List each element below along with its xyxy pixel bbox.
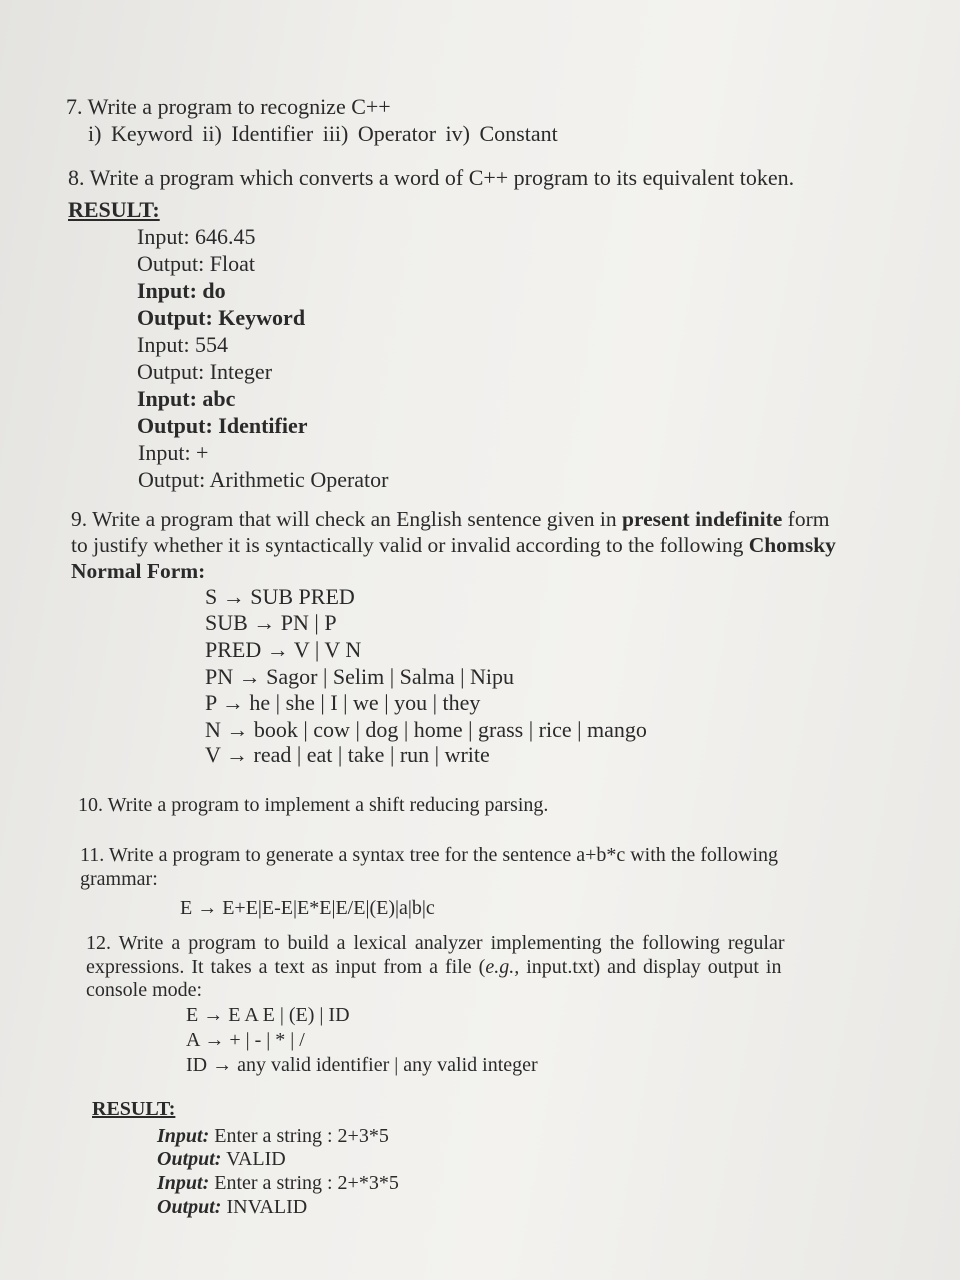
q8-example-output: Output: Integer [137, 359, 273, 384]
q7-title: 7. Write a program to recognize C++ [66, 94, 391, 119]
q10-title: 10. Write a program to implement a shift reducing parsing. [78, 794, 549, 816]
q8-example-input: Input: abc [137, 386, 236, 411]
q8-example-input: Input: 554 [137, 332, 229, 357]
q9-text: to justify whether it is syntactically valid or invalid according to the following [71, 533, 749, 557]
q9-text: form [782, 507, 830, 531]
q9-line-1 [71, 506, 829, 532]
q12-line-1: 12. Write a program to build a lexical analyzer implementing the following regular [86, 932, 785, 954]
q12-result-row [157, 1146, 286, 1172]
q12-grammar-rule: ID → any valid identifier | any valid integer [186, 1054, 538, 1076]
q8-example-output: Output: Identifier [137, 413, 308, 438]
q9-grammar-rule: V → read | eat | take | run | write [205, 742, 490, 767]
q9-grammar-rule: PN → Sagor | Selim | Salma | Nipu [205, 664, 514, 689]
q12-grammar-rule: A → + | - | * | / [186, 1029, 305, 1051]
q8-example-output: Output: Float [137, 251, 255, 276]
q12-result-key: Input: [157, 1172, 210, 1194]
q12-line-3: console mode: [86, 979, 203, 1001]
q12-result-key: Input: [157, 1125, 210, 1147]
q12-result-row [157, 1170, 399, 1196]
q8-example-output: Output: Keyword [137, 305, 306, 330]
q8-result-label: RESULT: [68, 197, 160, 222]
q11-grammar: E → E+E|E-E|E*E|E/E|(E)|a|b|c [180, 897, 435, 919]
q8-example-input: Input: do [137, 278, 226, 303]
q8-example-input: Input: + [138, 440, 209, 465]
q9-emphasis: present indefinite [622, 507, 783, 531]
q11-line-1: 11. Write a program to generate a syntax tree for the sentence a+b*c with the following [80, 844, 778, 866]
q12-result-value: Enter a string : 2+3*5 [209, 1125, 389, 1147]
q7-options: i) Keyword ii) Identifier iii) Operator iv) Constant [88, 121, 558, 146]
q12-text: input.txt) and display output in [519, 956, 782, 978]
q12-result-label: RESULT: [92, 1098, 176, 1120]
q9-grammar-rule: PRED → V | V N [205, 637, 362, 662]
q9-grammar-rule: N → book | cow | dog | home | grass | rice | mango [205, 717, 647, 742]
q9-line-2 [71, 532, 836, 558]
q12-result-key: Output: [157, 1148, 222, 1170]
q9-text: 9. Write a program that will check an English sentence given in [71, 507, 623, 531]
q12-emphasis: e.g., [485, 956, 520, 978]
q9-line-3: Normal Form: [71, 559, 206, 583]
q12-result-value: Enter a string : 2+*3*5 [209, 1172, 399, 1194]
q12-result-value: INVALID [221, 1196, 308, 1218]
q12-result-key: Output: [157, 1196, 222, 1218]
q9-emphasis: Chomsky [748, 533, 836, 557]
q12-result-row [157, 1194, 307, 1220]
q8-example-input: Input: 646.45 [137, 224, 256, 249]
q12-grammar-rule: E → E A E | (E) | ID [186, 1004, 350, 1026]
q9-grammar-rule: SUB → PN | P [205, 610, 337, 635]
q9-grammar-rule: P → he | she | I | we | you | they [205, 690, 481, 715]
q12-text: expressions. It takes a text as input from a file ( [86, 956, 486, 978]
q11-line-2: grammar: [80, 868, 158, 890]
q9-grammar-rule: S → SUB PRED [205, 584, 355, 609]
q8-example-output: Output: Arithmetic Operator [138, 467, 389, 492]
q12-result-value: VALID [221, 1148, 286, 1170]
q8-title: 8. Write a program which converts a word of C++ program to its equivalent token. [68, 165, 795, 190]
